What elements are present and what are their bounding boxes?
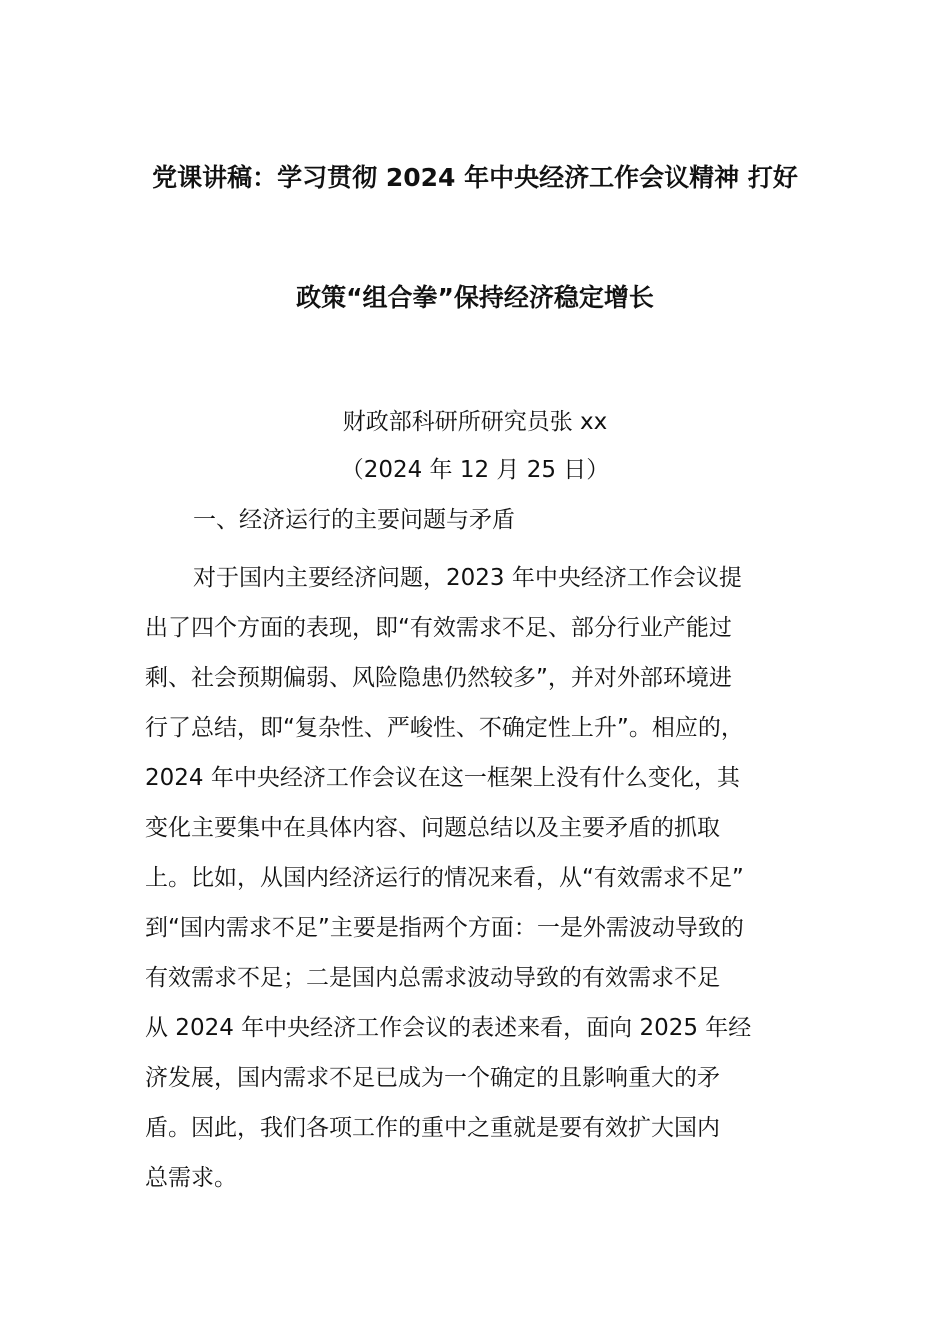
paragraph-line: 从 2024 年中央经济工作会议的表述来看，面向 2025 年经 xyxy=(145,1015,752,1041)
paragraph-line: 有效需求不足；二是国内总需求波动导致的有效需求不足 xyxy=(145,965,720,991)
paragraph-line: 到“国内需求不足”主要是指两个方面：一是外需波动导致的 xyxy=(145,915,744,941)
author-line: 财政部科研所研究员张 xx xyxy=(342,409,608,435)
paragraph-line: 剩、社会预期偏弱、风险隐患仍然较多”，并对外部环境进 xyxy=(145,665,732,691)
paragraph-line: 变化主要集中在具体内容、问题总结以及主要矛盾的抓取 xyxy=(145,815,720,841)
paragraph-line: 总需求。 xyxy=(145,1165,237,1191)
section-heading: 一、经济运行的主要问题与矛盾 xyxy=(193,507,515,533)
paragraph-line: 行了总结，即“复杂性、严峻性、不确定性上升”。相应的， xyxy=(145,715,744,741)
paragraph-line: 济发展，国内需求不足已成为一个确定的且影响重大的矛 xyxy=(145,1065,720,1091)
paragraph-line: 2024 年中央经济工作会议在这一框架上没有什么变化，其 xyxy=(145,765,740,791)
document-title-line-1: 党课讲稿：学习贯彻 2024 年中央经济工作会议精神 打好 xyxy=(152,163,798,192)
paragraph-line: 上。比如，从国内经济运行的情况来看，从“有效需求不足” xyxy=(145,865,744,891)
paragraph-line: 对于国内主要经济问题，2023 年中央经济工作会议提 xyxy=(193,565,742,591)
paragraph-line: 盾。因此，我们各项工作的重中之重就是要有效扩大国内 xyxy=(145,1115,720,1141)
body-paragraph xyxy=(145,553,835,1203)
date-line: （2024 年 12 月 25 日） xyxy=(340,457,610,483)
document-title-line-2: 政策“组合拳”保持经济稳定增长 xyxy=(296,283,654,312)
paragraph-line: 出了四个方面的表现，即“有效需求不足、部分行业产能过 xyxy=(145,615,732,641)
